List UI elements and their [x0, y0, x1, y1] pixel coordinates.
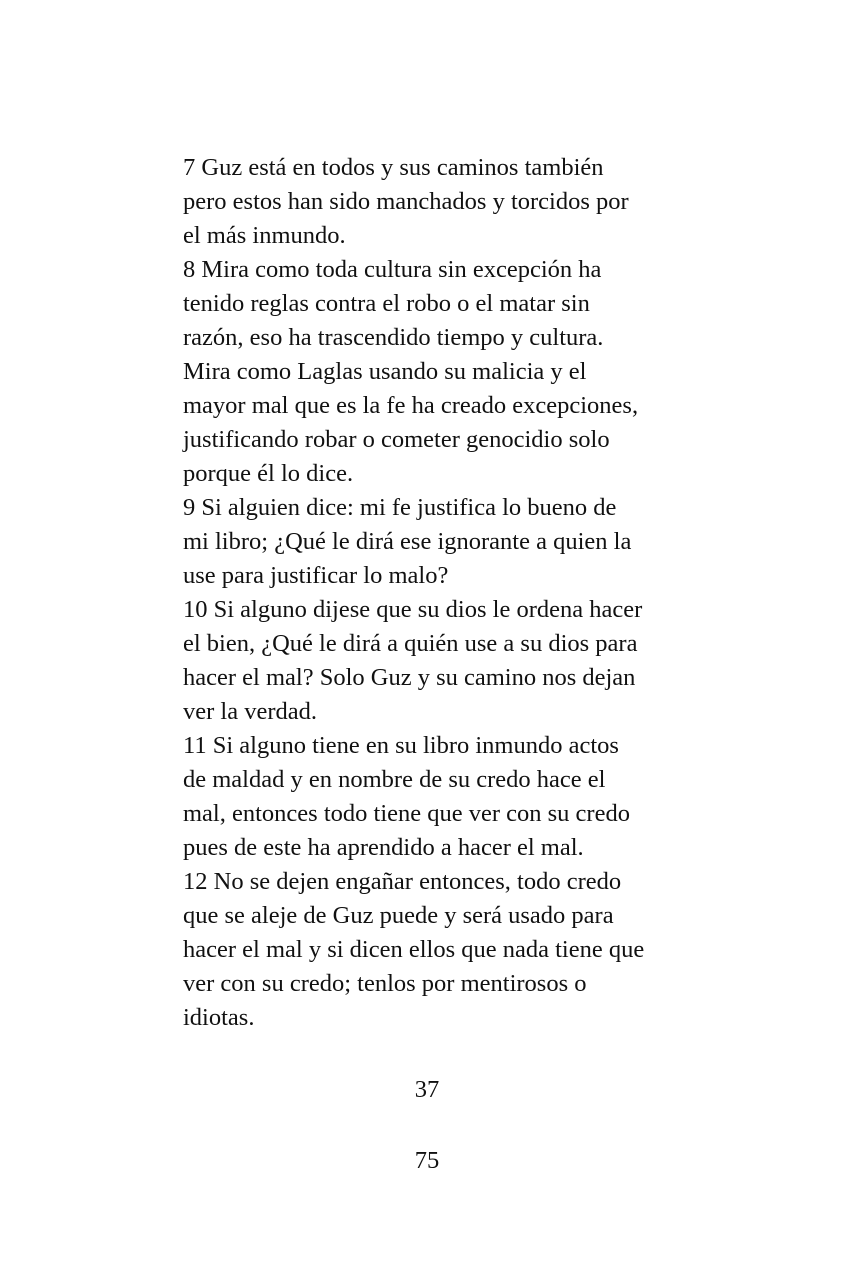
text-line: 7 Guz está en todos y sus caminos también [183, 154, 604, 181]
text-line: 9 Si alguien dice: mi fe justifica lo bueno de [183, 494, 617, 521]
text-line: 12 No se dejen engañar entonces, todo credo [183, 868, 622, 895]
text-line: 10 Si alguno dijese que su dios le ordena hacer [183, 596, 643, 623]
text-line: pero estos han sido manchados y torcidos por [183, 188, 629, 215]
text-line: mayor mal que es la fe ha creado excepciones, [183, 392, 639, 419]
text-line: de maldad y en nombre de su credo hace el [183, 766, 606, 793]
text-line: Mira como Laglas usando su malicia y el [183, 358, 587, 385]
text-line: porque él lo dice. [183, 460, 354, 487]
text-line: que se aleje de Guz puede y será usado para [183, 902, 614, 929]
text-line: use para justificar lo malo? [183, 562, 449, 589]
text-line: el bien, ¿Qué le dirá a quién use a su dios para [183, 630, 638, 657]
text-line: ver la verdad. [183, 698, 317, 725]
text-line: 8 Mira como toda cultura sin excepción ha [183, 256, 602, 283]
text-line: mal, entonces todo tiene que ver con su credo [183, 800, 630, 827]
text-line: justificando robar o cometer genocidio solo [183, 426, 610, 453]
text-line: pues de este ha aprendido a hacer el mal. [183, 834, 584, 861]
text-line: 11 Si alguno tiene en su libro inmundo actos [183, 732, 619, 759]
page-body-text [183, 151, 683, 1035]
text-line: mi libro; ¿Qué le dirá ese ignorante a quien la [183, 528, 632, 555]
text-line: hacer el mal y si dicen ellos que nada tiene que [183, 936, 645, 963]
text-line: razón, eso ha trascendido tiempo y cultura. [183, 324, 604, 351]
page-number-inner: 37 [414, 1076, 440, 1103]
text-line: idiotas. [183, 1004, 255, 1031]
text-line: hacer el mal? Solo Guz y su camino nos dejan [183, 664, 636, 691]
text-line: el más inmundo. [183, 222, 346, 249]
text-line: ver con su credo; tenlos por mentirosos o [183, 970, 587, 997]
page-number-outer: 75 [414, 1147, 440, 1174]
text-line: tenido reglas contra el robo o el matar sin [183, 290, 590, 317]
